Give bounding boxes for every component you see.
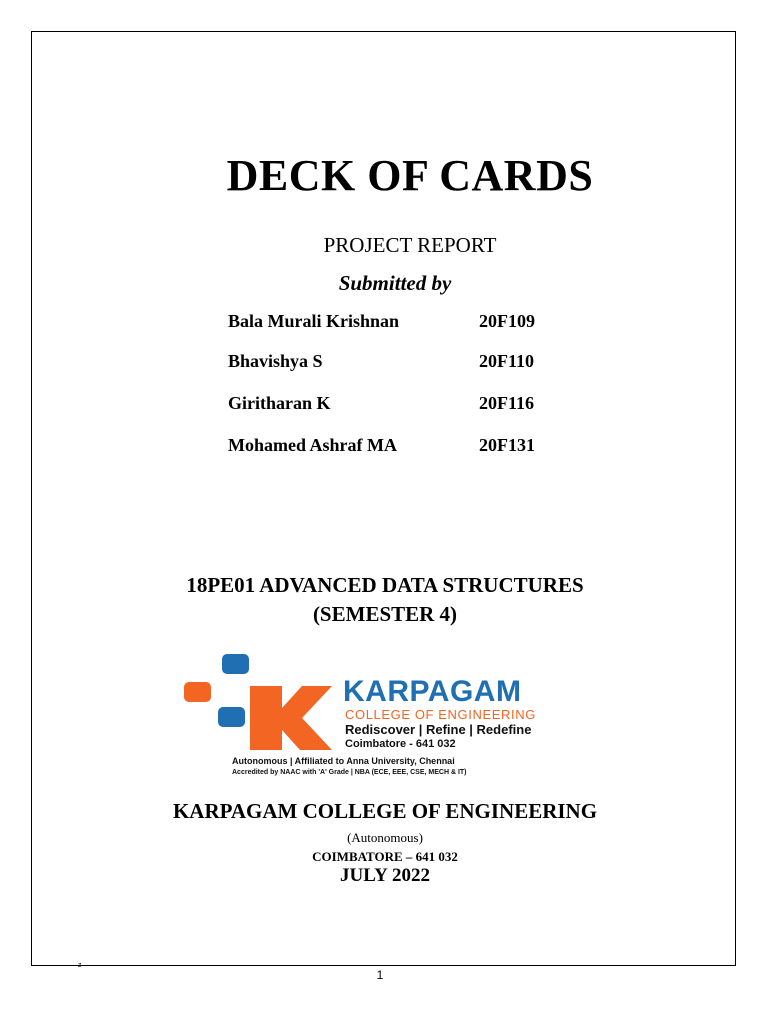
- member-name: Mohamed Ashraf MA: [228, 435, 397, 455]
- member-name: Bala Murali Krishnan: [228, 311, 400, 331]
- logo-tagline: Rediscover | Refine | Redefine: [345, 722, 532, 737]
- submitted-by-label: Submitted by: [338, 271, 452, 295]
- member-id: 20F110: [479, 351, 535, 371]
- logo-address: Coimbatore - 641 032: [345, 738, 456, 750]
- logo-affiliation: Autonomous | Affiliated to Anna University, Chennai: [232, 756, 455, 766]
- report-type: PROJECT REPORT: [323, 233, 497, 257]
- logo-square-mid: [218, 707, 245, 727]
- course-title: 18PE01 ADVANCED DATA STRUCTURES: [186, 573, 584, 597]
- college-city: COIMBATORE – 641 032: [312, 849, 458, 864]
- member-id: 20F131: [479, 435, 535, 455]
- footnote-mark: z: [78, 962, 82, 969]
- logo-k-shape: [250, 686, 332, 750]
- logo-subtitle: COLLEGE OF ENGINEERING: [345, 707, 536, 722]
- college-name: KARPAGAM COLLEGE OF ENGINEERING: [172, 799, 598, 823]
- logo-name: KARPAGAM: [343, 675, 522, 708]
- page-number: 1: [376, 968, 384, 982]
- karpagam-k-icon: [180, 652, 340, 756]
- report-date: JULY 2022: [340, 865, 430, 886]
- member-name: Bhavishya S: [228, 351, 323, 371]
- document-title: DECK OF CARDS: [226, 151, 594, 200]
- member-id: 20F116: [479, 393, 535, 413]
- logo-accreditation: Accredited by NAAC with 'A' Grade | NBA (ECE, EEE, CSE, MECH & IT): [232, 769, 467, 776]
- member-name: Giritharan K: [228, 393, 331, 413]
- logo-square-top: [222, 654, 249, 674]
- college-logo: [180, 652, 600, 782]
- autonomous-label: (Autonomous): [347, 830, 423, 845]
- semester: (SEMESTER 4): [312, 602, 458, 626]
- logo-square-left: [184, 682, 211, 702]
- member-id: 20F109: [479, 311, 535, 331]
